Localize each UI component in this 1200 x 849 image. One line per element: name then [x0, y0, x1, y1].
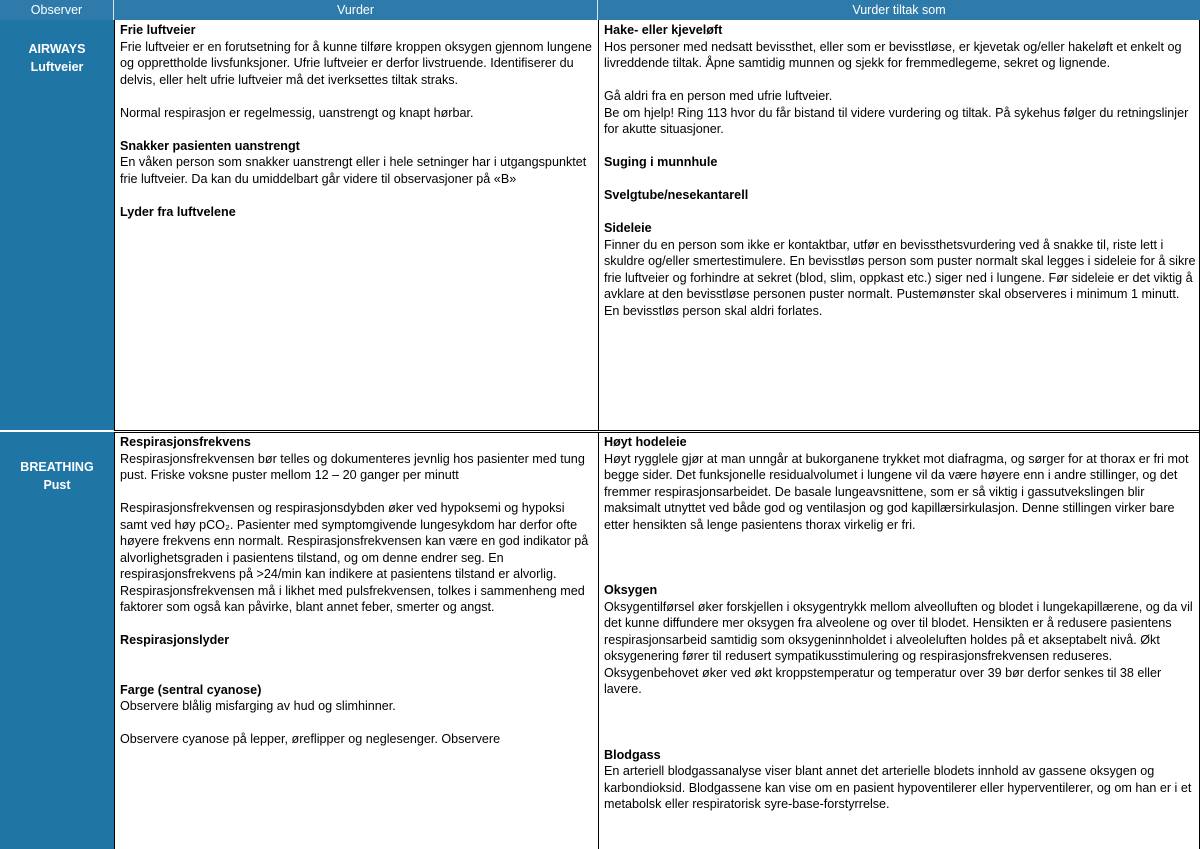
section-title: Frie luftveier: [120, 23, 196, 37]
airways-vurder-cell: [114, 20, 598, 430]
section-title: Hake- eller kjeveløft: [604, 23, 723, 37]
section-text: Frie luftveier er en forutsetning for å kunne tilføre kroppen oksygen gjennom lungene og opprettholde livsfunksjoner. Ufrie luftveier er derfor livstruende. Identifiserer du delvis, eller helt ufrie luftveier må det iverksettes tiltak straks.: [120, 39, 592, 87]
airways-label-top: AIRWAYS: [28, 42, 86, 56]
section-text: Finner du en person som ikke er kontaktbar, utfør en bevissthetsvurdering ved å snakke til, riste lett i skuldre og/eller smertestimulere. En bevisstløs person som puster normalt skal legges i sideleie for å sikre frie luftveier og forhindre at sekret (blod, slim, oppkast etc.) siger ned i lungene. Før sideleie er det viktig å avklare at den bevisstløse personen puster normalt. Pustemønster skal observeres i minimum 1 minutt. En bevisstløs person skal aldri forlates.: [604, 237, 1196, 318]
section-title: Blodgass: [604, 747, 661, 762]
section-text: Gå aldri fra en person med ufrie luftveier.: [604, 89, 833, 103]
breathing-tiltak-cell: [598, 432, 1200, 849]
section-text: Respirasjonsfrekvensen og respirasjonsdybden øker ved hypoksemi og hypoksi samt ved høy pCO₂. Pasienter med symptomgivende lungesykdom har derfor ofte høyere frekvens enn normalt. Respirasjonsfrekvensen kan være en god indikator på alvorlighetsgraden i pasientens tilstand, og om denne endrer seg. En respirasjonsfrekvens på >24/min kan indikere at pasientens tilstand er alvorlig. Respirasjonsfrekvensen må i likhet med pulsfrekvensen, tolkes i sammenheng med faktorer som også kan påvirke, blant annet feber, smerter og angst.: [120, 501, 589, 614]
breathing-label-bottom: Pust: [43, 478, 71, 492]
airways-label-cell: [0, 20, 114, 430]
airways-label-bottom: Luftveier: [30, 60, 84, 74]
section-title: Svelgtube/nesekantarell: [604, 188, 749, 202]
section-text: Normal respirasjon er regelmessig, uanstrengt og knapt hørbar.: [120, 105, 474, 120]
section-title: Snakker pasienten uanstrengt: [120, 138, 300, 153]
section-title: Farge (sentral cyanose): [120, 682, 262, 697]
section-title: Respirasjonslyder: [120, 633, 230, 647]
section-title: Høyt hodeleie: [604, 435, 687, 449]
header-vurder: Vurder: [114, 0, 598, 20]
section-title: Lyder fra luftvelene: [120, 204, 236, 219]
airways-tiltak-cell: [598, 20, 1200, 430]
section-text: Hos personer med nedsatt bevissthet, eller som er bevisstløse, er kjevetak og/eller hakeløft et enkelt og livreddende tiltak. Åpne samtidig munnen og sjekk for fremmedlegeme, sekret og lignende.: [604, 39, 1182, 70]
header-observer: Observer: [0, 0, 114, 20]
section-text: Observere blålig misfarging av hud og slimhinner.: [120, 699, 396, 713]
section-title: Suging i munnhule: [604, 155, 718, 169]
row-divider: [114, 432, 1200, 433]
header-tiltak: Vurder tiltak som: [598, 0, 1200, 20]
section-text: Be om hjelp! Ring 113 hvor du får bistand til videre vurdering og tiltak. På sykehus følger du retningslinjer for akutte situasjoner.: [604, 105, 1189, 136]
breathing-label-cell: [0, 432, 114, 849]
row-divider: [114, 430, 1200, 431]
section-title: Sideleie: [604, 221, 652, 235]
section-title: Respirasjonsfrekvens: [120, 435, 251, 449]
breathing-vurder-cell: [114, 432, 598, 849]
section-text: En våken person som snakker uanstrengt eller i hele setninger har i utgangspunktet frie luftveier. Da kan du umiddelbart går videre til observasjoner på «B»: [120, 155, 587, 186]
section-title: Oksygen: [604, 583, 658, 597]
section-text: Observere cyanose på lepper, øreflipper og neglesenger. Observere: [120, 732, 501, 746]
breathing-label-top: BREATHING: [20, 460, 94, 474]
section-text: En arteriell blodgassanalyse viser blant annet det arterielle blodets innhold av gassene oksygen og karbondioksid. Blodgassene kan vise om en pasient hypoventilerer eller hyperventilerer, og om han er i et metabolsk eller respiratorisk syre-base-forstyrrelse.: [604, 764, 1192, 811]
section-text: Høyt rygglele gjør at man unngår at bukorganene trykket mot diafragma, og sørger for at thorax er fri mot begge sider. Det funksjonelle residualvolumet i lungene vil da være høyere enn i andre stillinger, og det fremmer respirasjonsarbeidet. De basale lungeavsnittene, som er så viktig i gassutvekslingen blir maksimalt utnyttet ved både god og ventilasjon og god kapillærsirkulasjon. Denne stillingen virker bare etter hensikten så lenge pasientens thorax virkelig er fri.: [604, 451, 1189, 532]
section-text: Oksygentilførsel øker forskjellen i oksygentrykk mellom alveolluften og blodet i lungekapillærene, og da vil det kunne diffundere mer oksygen fra alveolene og over til blodet. Hensikten er å redusere pasientens respirasjonsarbeid samtidig som oksygeninnholdet i alveoleluften holdes på et akseptabelt nivå. Økt oksygenering fører til redusert sympatikusstimulering og respirasjonsfrekvensen reduseres. Oksygenbehovet øker ved økt kroppstemperatur og temperatur over 39 bør derfor senkes til 38 eller lavere.: [604, 599, 1193, 696]
section-text: Respirasjonsfrekvensen bør telles og dokumenteres jevnlig hos pasienter med tung pust. Friske voksne puster mellom 12 – 20 ganger per minutt: [120, 451, 585, 482]
